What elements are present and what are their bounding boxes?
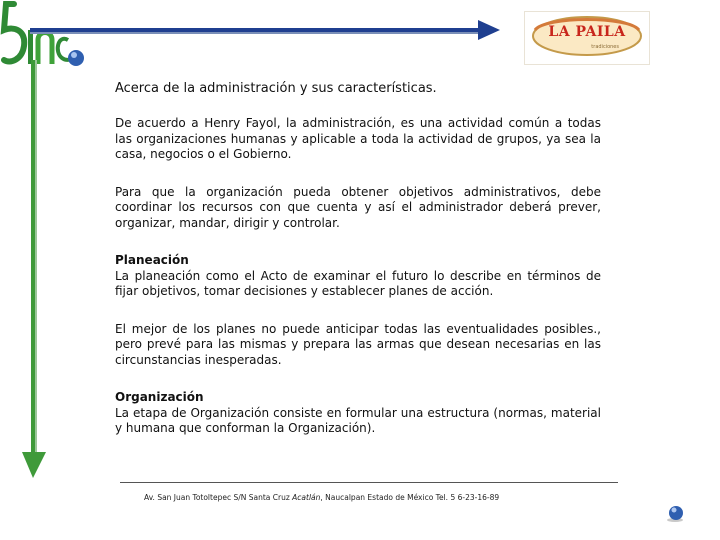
paragraph-planeacion: La planeación como el Acto de examinar el futuro lo describe en términos de fijar objetivos, tomar decisiones y establecer planes de acción. [115, 268, 601, 298]
footer-divider [120, 482, 618, 483]
document-body [115, 80, 601, 437]
footer-address-pre: Av. San Juan Totoltepec S/N Santa Cruz [144, 493, 293, 502]
brand-tagline: tradiciones [591, 44, 619, 50]
brand-name: LA PAILA [548, 24, 626, 40]
footer-address [144, 493, 499, 502]
footer-address-italic: Acatlán [292, 493, 321, 502]
page-title: Acerca de la administración y sus características. [115, 81, 437, 96]
paragraph-fayol: De acuerdo a Henry Fayol, la administración, es una actividad común a todas las organizaciones humanas y aplicable a toda la actividad de grupos, ya sea la casa, negocios o el Gobierno. [115, 116, 601, 161]
brand-logo [524, 11, 650, 65]
paragraph-planes: El mejor de los planes no puede anticipar todas las eventualidades posibles., pero prevé para las mismas y prepara las armas que desean necesarias en las circunstancias inesperadas. [115, 321, 601, 367]
paragraph-organizacion: La etapa de Organización consiste en formular una estructura (normas, material y humana que conforman la Organización). [115, 405, 601, 435]
left-arrow-icon [18, 60, 50, 480]
heading-organizacion: Organización [115, 390, 204, 404]
blue-sphere-icon [664, 502, 686, 524]
top-arrow-icon [30, 14, 500, 46]
paragraph-recursos: Para que la organización pueda obtener objetivos administrativos, debe coordinar los recursos con que cuenta y así el administrador deberá prever, organizar, mandar, dirigir y controlar. [115, 184, 601, 230]
heading-planeacion: Planeación [115, 253, 189, 267]
footer-address-post: , Naucalpan Estado de México Tel. 5 6-23-16-89 [320, 493, 500, 502]
